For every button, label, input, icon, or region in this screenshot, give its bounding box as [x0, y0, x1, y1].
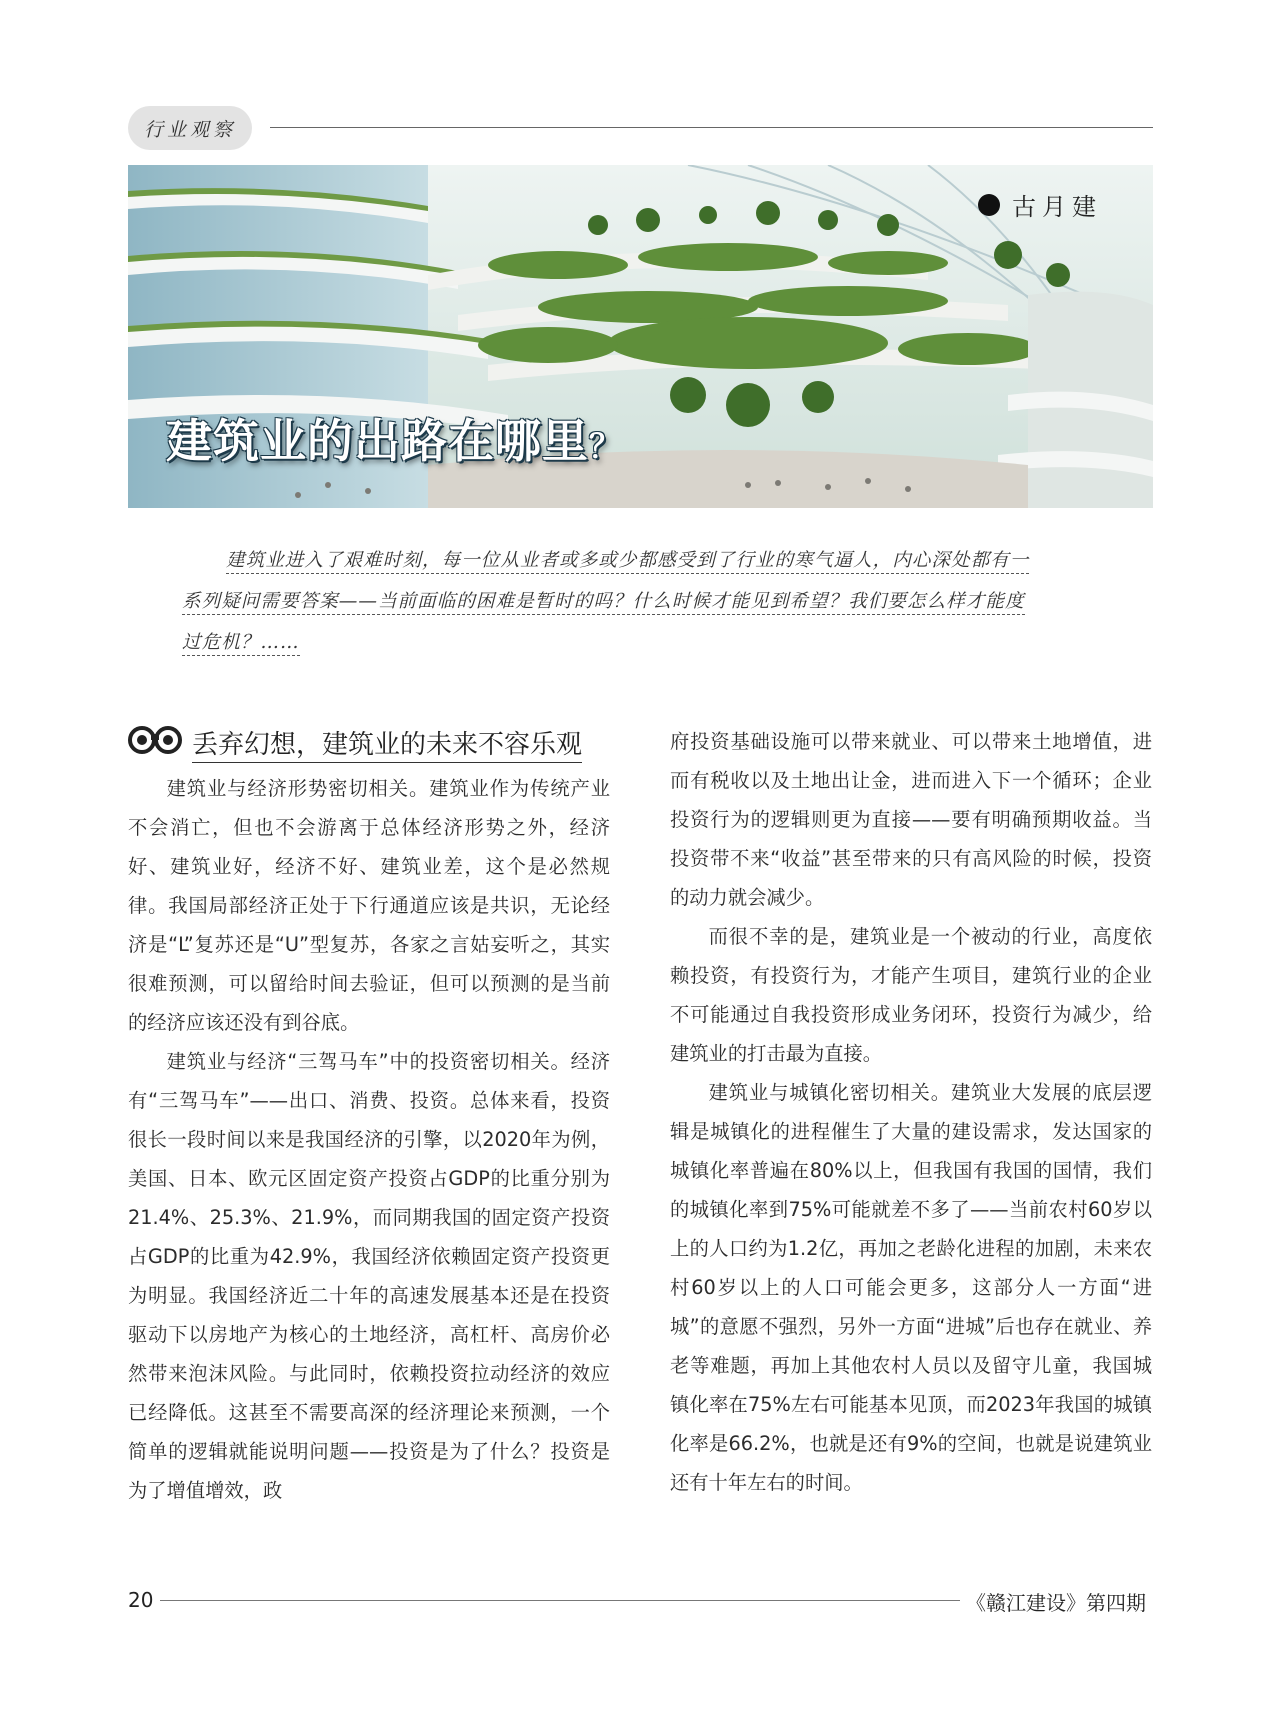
- article-title-text: 建筑业的出路在哪里: [166, 414, 589, 468]
- abstract-line: 建筑业进入了艰难时刻，每一位从业者或多或少都感受到了行业的寒气逼人，内心深处都有一: [182, 540, 1102, 581]
- section-heading-text: 丢弃幻想，建筑业的未来不容乐观: [192, 730, 582, 763]
- article-title: [166, 405, 622, 471]
- abstract-line: 过危机？……: [182, 622, 1102, 663]
- section-tab: 行业观察: [128, 106, 252, 150]
- paragraph: 建筑业与城镇化密切相关。建筑业大发展的底层逻辑是城镇化的进程催生了大量的建设需求，发达国家的城镇化率普遍在80%以上，但我国有我国的国情，我们的城镇化率到75%可能就差不多了——当前农村60岁以上的人口约为1.2亿，再加之老龄化进程的加剧，未来农村60岁以上的人口可能会更多，这部分人一方面“进城”的意愿不强烈，另外一方面“进城”后也存在就业、养老等难题，再加上其他农村人员以及留守儿童，我国城镇化率在75%左右可能基本见顶，而2023年我国的城镇化率是66.2%，也就是还有9%的空间，也就是说建筑业还有十年左右的时间。: [670, 1081, 1152, 1494]
- hero-image: [128, 165, 1153, 508]
- journal-name: 《赣江建设》第四期: [966, 1591, 1146, 1615]
- left-column: [128, 722, 610, 1510]
- paragraph: 府投资基础设施可以带来就业、可以带来土地增值，进而有税收以及土地出让金，进而进入下一个循环；企业投资行为的逻辑则更为直接——要有明确预期收益。当投资带不来“收益”甚至带来的只有高风险的时候，投资的动力就会减少。: [670, 730, 1152, 909]
- binoculars-icon: [128, 723, 184, 769]
- paragraph: 建筑业与经济形势密切相关。建筑业作为传统产业不会消亡，但也不会游离于总体经济形势之外，经济好、建筑业好，经济不好、建筑业差，这个是必然规律。我国局部经济正处于下行通道应该是共识，无论经济是“L”复苏还是“U”型复苏，各家之言姑妄听之，其实很难预测，可以留给时间去验证，但可以预测的是当前的经济应该还没有到谷底。: [128, 776, 610, 1034]
- header-rule: [270, 127, 1153, 128]
- author-byline: [978, 187, 1102, 222]
- paragraph: 而很不幸的是，建筑业是一个被动的行业，高度依赖投资，有投资行为，才能产生项目，建筑行业的企业不可能通过自我投资形成业务闭环，投资行为减少，给建筑业的打击最为直接。: [670, 925, 1152, 1065]
- paragraph: 建筑业与经济“三驾马车”中的投资密切相关。经济有“三驾马车”——出口、消费、投资。总体来看，投资很长一段时间以来是我国经济的引擎，以2020年为例，美国、日本、欧元区固定资产投资占GDP的比重分别为21.4%、25.3%、21.9%，而同期我国的固定资产投资占GDP的比重为42.9%，我国经济依赖固定资产投资更为明显。我国经济近二十年的高速发展基本还是在投资驱动下以房地产为核心的土地经济，高杠杆、高房价必然带来泡沫风险。与此同时，依赖投资拉动经济的效应已经降低。这甚至不需要高深的经济理论来预测，一个简单的逻辑就能说明问题——投资是为了什么？投资是为了增值增效，政: [128, 1049, 610, 1502]
- page-number: 20: [128, 1588, 154, 1612]
- author-name: 古月建: [1012, 193, 1102, 221]
- section-heading: [128, 722, 610, 769]
- article-abstract: [182, 540, 1102, 663]
- article-title-mark: ？: [589, 427, 623, 465]
- bullet-icon: [978, 194, 1000, 216]
- abstract-line: 系列疑问需要答案——当前面临的困难是暂时的吗？什么时候才能见到希望？我们要怎么样才能度: [182, 581, 1102, 622]
- footer-rule: [160, 1600, 960, 1601]
- right-column: [670, 722, 1152, 1502]
